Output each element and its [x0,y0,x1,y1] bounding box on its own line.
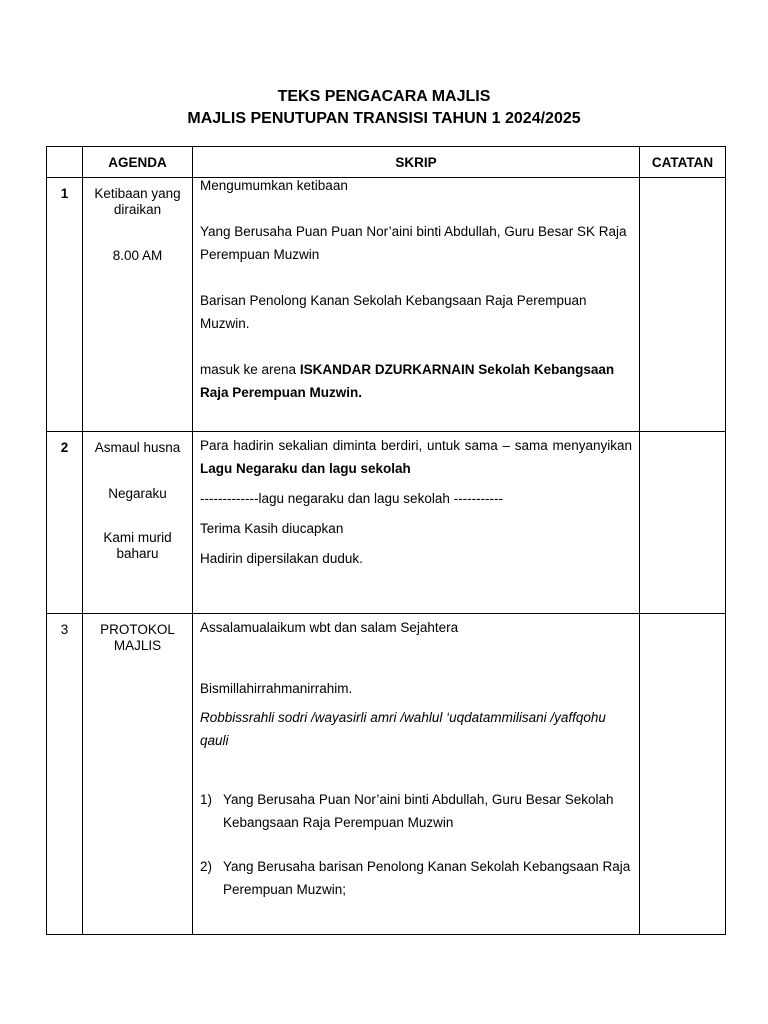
script-cell [193,178,640,432]
row-number: 2 [47,432,83,614]
list-text: Yang Berusaha Puan Nor’aini binti Abdullah, Guru Besar Sekolah Kebangsaan Raja Perempuan Muzwin [223,792,614,830]
script-paragraph [200,434,632,480]
column-header-notes: CATATAN [640,147,726,178]
notes-cell [640,178,726,432]
agenda-cell [83,178,193,432]
script-bold-text: ISKANDAR DZURKARNAIN Sekolah Kebangsaan Raja Perempuan Muzwin. [200,362,615,400]
agenda-cell [83,614,193,935]
script-text: masuk ke arena [200,362,300,377]
list-number: 2) [200,859,213,874]
script-paragraph: Mengumumkan ketibaan [200,178,348,193]
agenda-time: 8.00 AM [112,248,163,263]
script-paragraph: -------------lagu negaraku dan lagu sekolah ----------- [200,491,504,506]
script-paragraph: Yang Berusaha Puan Puan Nor’aini binti Abdullah, Guru Besar SK Raja Perempuan Muzwin [200,224,627,262]
table-row [47,178,726,432]
document-subtitle: MAJLIS PENUTUPAN TRANSISI TAHUN 1 2024/2025 [187,110,581,127]
agenda-item: PROTOKOL MAJLIS [100,622,175,653]
table-row [47,614,726,935]
notes-cell [640,432,726,614]
script-paragraph: Bismillahirrahmanirrahim. [200,681,353,696]
script-cell [193,614,640,935]
notes-cell [640,614,726,935]
column-header-number [47,147,83,178]
agenda-item: Asmaul husna [94,440,181,455]
table-row [47,432,726,614]
column-header-agenda: AGENDA [83,147,193,178]
list-number: 1) [200,792,213,807]
table-header-row [47,147,726,178]
script-cell [193,432,640,614]
document-title: TEKS PENGACARA MAJLIS [277,88,491,105]
row-number: 1 [47,178,83,432]
script-paragraph: Hadirin dipersilakan duduk. [200,551,363,566]
script-table [46,146,726,935]
script-paragraph [200,358,632,404]
agenda-cell [83,432,193,614]
script-paragraph: Terima Kasih diucapkan [200,521,344,536]
agenda-item: Negaraku [108,486,167,501]
script-text: Para hadirin sekalian diminta berdiri, untuk sama – sama menyanyikan [200,438,632,453]
list-item [200,788,632,834]
script-paragraph: Assalamualaikum wbt dan salam Sejahtera [200,620,459,635]
script-italic-paragraph: Robbissrahli sodri /wayasirli amri /wahlul ‘uqdatammilisani /yaffqohu qauli [200,710,606,748]
row-number: 3 [47,614,83,935]
list-text: Yang Berusaha barisan Penolong Kanan Sekolah Kebangsaan Raja Perempuan Muzwin; [223,859,631,897]
script-paragraph: Barisan Penolong Kanan Sekolah Kebangsaan Raja Perempuan Muzwin. [200,293,587,331]
list-item [200,855,632,901]
column-header-script: SKRIP [193,147,640,178]
agenda-item: Ketibaan yang diraikan [94,186,181,217]
protocol-list [200,788,632,901]
script-bold-text: Lagu Negaraku dan lagu sekolah [200,461,411,476]
agenda-item: Kami murid baharu [103,530,172,561]
